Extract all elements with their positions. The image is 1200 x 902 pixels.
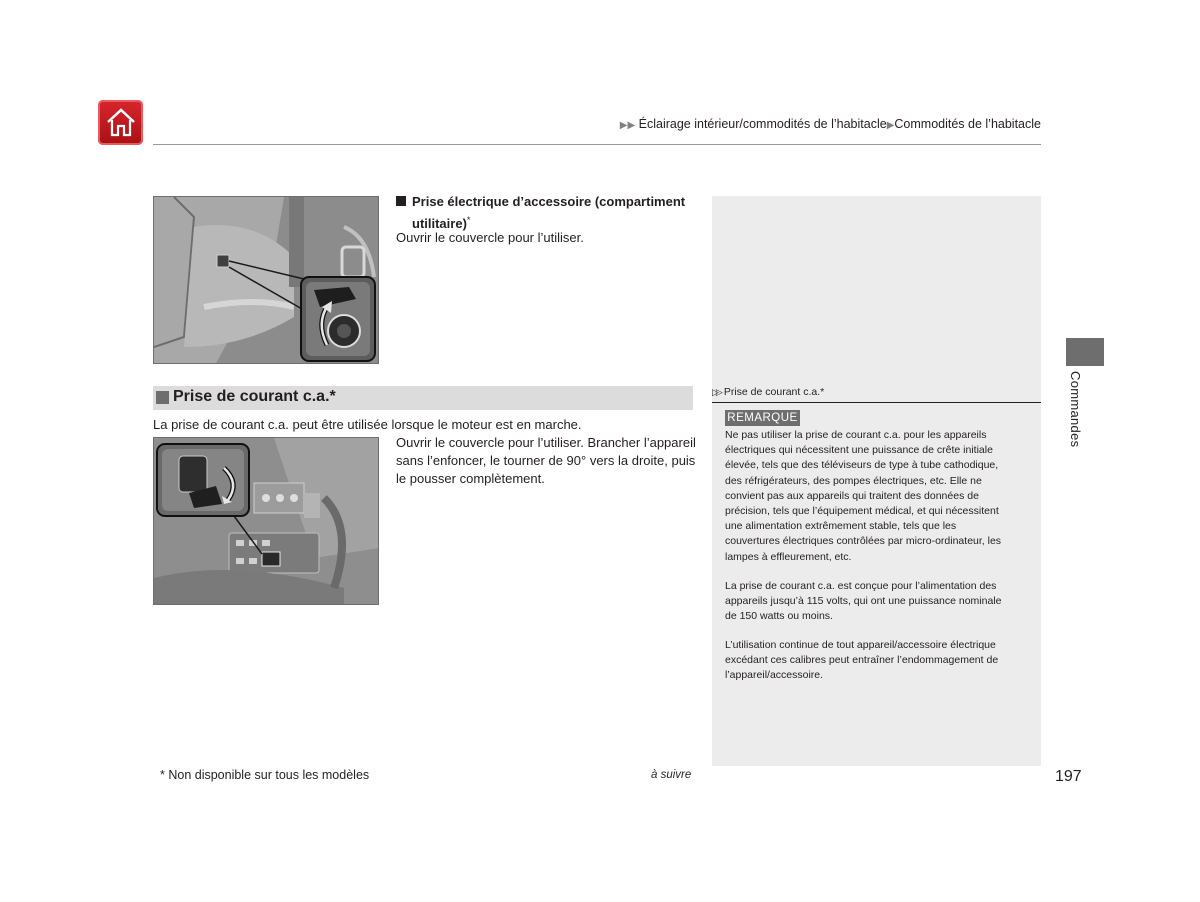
- note-line: une alimentation extrêmement stable, tels que les: [725, 520, 957, 533]
- ac-outlet-photo: [153, 437, 379, 605]
- accessory-instruction: Ouvrir le couvercle pour l’utiliser.: [396, 230, 584, 245]
- note-line: lampes à effleurement, etc.: [725, 550, 852, 563]
- footnote: * Non disponible sur tous les modèles: [160, 768, 370, 782]
- note-line: élevée, tels que des téléviseurs de type à tube cathodique,: [725, 459, 999, 472]
- accessory-heading-line2: utilitaire): [412, 216, 467, 231]
- note-paragraph-1: [725, 428, 1030, 565]
- reference-arrow-icon: ▷▷: [712, 387, 720, 397]
- breadcrumb-link-lighting[interactable]: Éclairage intérieur/commodités de l’habitacle: [638, 117, 887, 131]
- breadcrumb-arrow-icon: ▶▶: [619, 120, 636, 131]
- breadcrumb-separator-icon: ▶: [886, 120, 895, 131]
- side-note-title: Prise de courant c.a.*: [723, 386, 825, 398]
- ac-instruction-line: le pousser complètement.: [396, 471, 545, 486]
- home-button[interactable]: [98, 100, 143, 145]
- note-line: de 150 watts ou moins.: [725, 610, 833, 623]
- home-icon: [105, 106, 137, 138]
- ac-intro: La prise de courant c.a. peut être utilisée lorsque le moteur est en marche.: [153, 417, 582, 432]
- note-line: l’appareil/accessoire.: [725, 669, 824, 682]
- note-line: appareils jusqu’à 115 volts, qui ont une puissance nominale: [725, 595, 1002, 608]
- header-divider: [153, 144, 1041, 145]
- note-line: La prise de courant c.a. est conçue pour l’alimentation des: [725, 580, 997, 592]
- section-bullet: [156, 391, 169, 404]
- breadcrumb-current: Commodités de l’habitacle: [894, 117, 1041, 131]
- ac-outlet-section-header: [153, 386, 693, 410]
- note-line: convient pas aux appareils qui traitent des données de: [725, 489, 979, 502]
- accessory-heading-line1: Prise électrique d’accessoire (compartiment: [412, 194, 686, 209]
- breadcrumb: [620, 117, 1041, 131]
- cargo-socket-photo: [153, 196, 379, 364]
- note-paragraph-2: [725, 579, 1030, 625]
- note-line: précision, tels que l’équipement médical, et qui nécessitent: [725, 505, 999, 518]
- ac-instruction-line: Ouvrir le couvercle pour l’utiliser. Brancher l’appareil: [396, 435, 696, 450]
- note-line: Ne pas utiliser la prise de courant c.a. pour les appareils: [725, 429, 987, 441]
- chapter-tab-label[interactable]: Commandes: [1068, 371, 1083, 448]
- ac-instruction-line: sans l’enfoncer, le tourner de 90° vers la droite, puis: [396, 453, 696, 468]
- note-line: couvertures électriques contrôlées par micro-ordinateur, les: [725, 535, 1002, 548]
- note-line: excédant ces calibres peut entraîner l’endommagement de: [725, 654, 999, 667]
- note-line: des réfrigérateurs, des pompes électriques, etc. Elle ne: [725, 474, 982, 487]
- section-title: Prise de courant c.a.*: [173, 388, 336, 405]
- note-paragraph-3: [725, 638, 1030, 684]
- side-note-divider: [712, 402, 1041, 403]
- ac-instruction: [396, 434, 696, 488]
- note-line: L’utilisation continue de tout appareil/accessoire électrique: [725, 639, 996, 651]
- chapter-tab[interactable]: [1066, 338, 1104, 366]
- side-note-heading: [712, 386, 1041, 398]
- heading-bullet: [396, 196, 406, 206]
- page-number: 197: [1055, 768, 1082, 785]
- accessory-asterisk: *: [466, 215, 471, 225]
- remarque-badge: REMARQUE: [725, 410, 800, 426]
- accessory-socket-heading: [396, 193, 696, 233]
- continued-label: à suivre: [651, 769, 692, 781]
- note-line: électriques qui nécessitent une puissance de crête initiale: [725, 444, 993, 457]
